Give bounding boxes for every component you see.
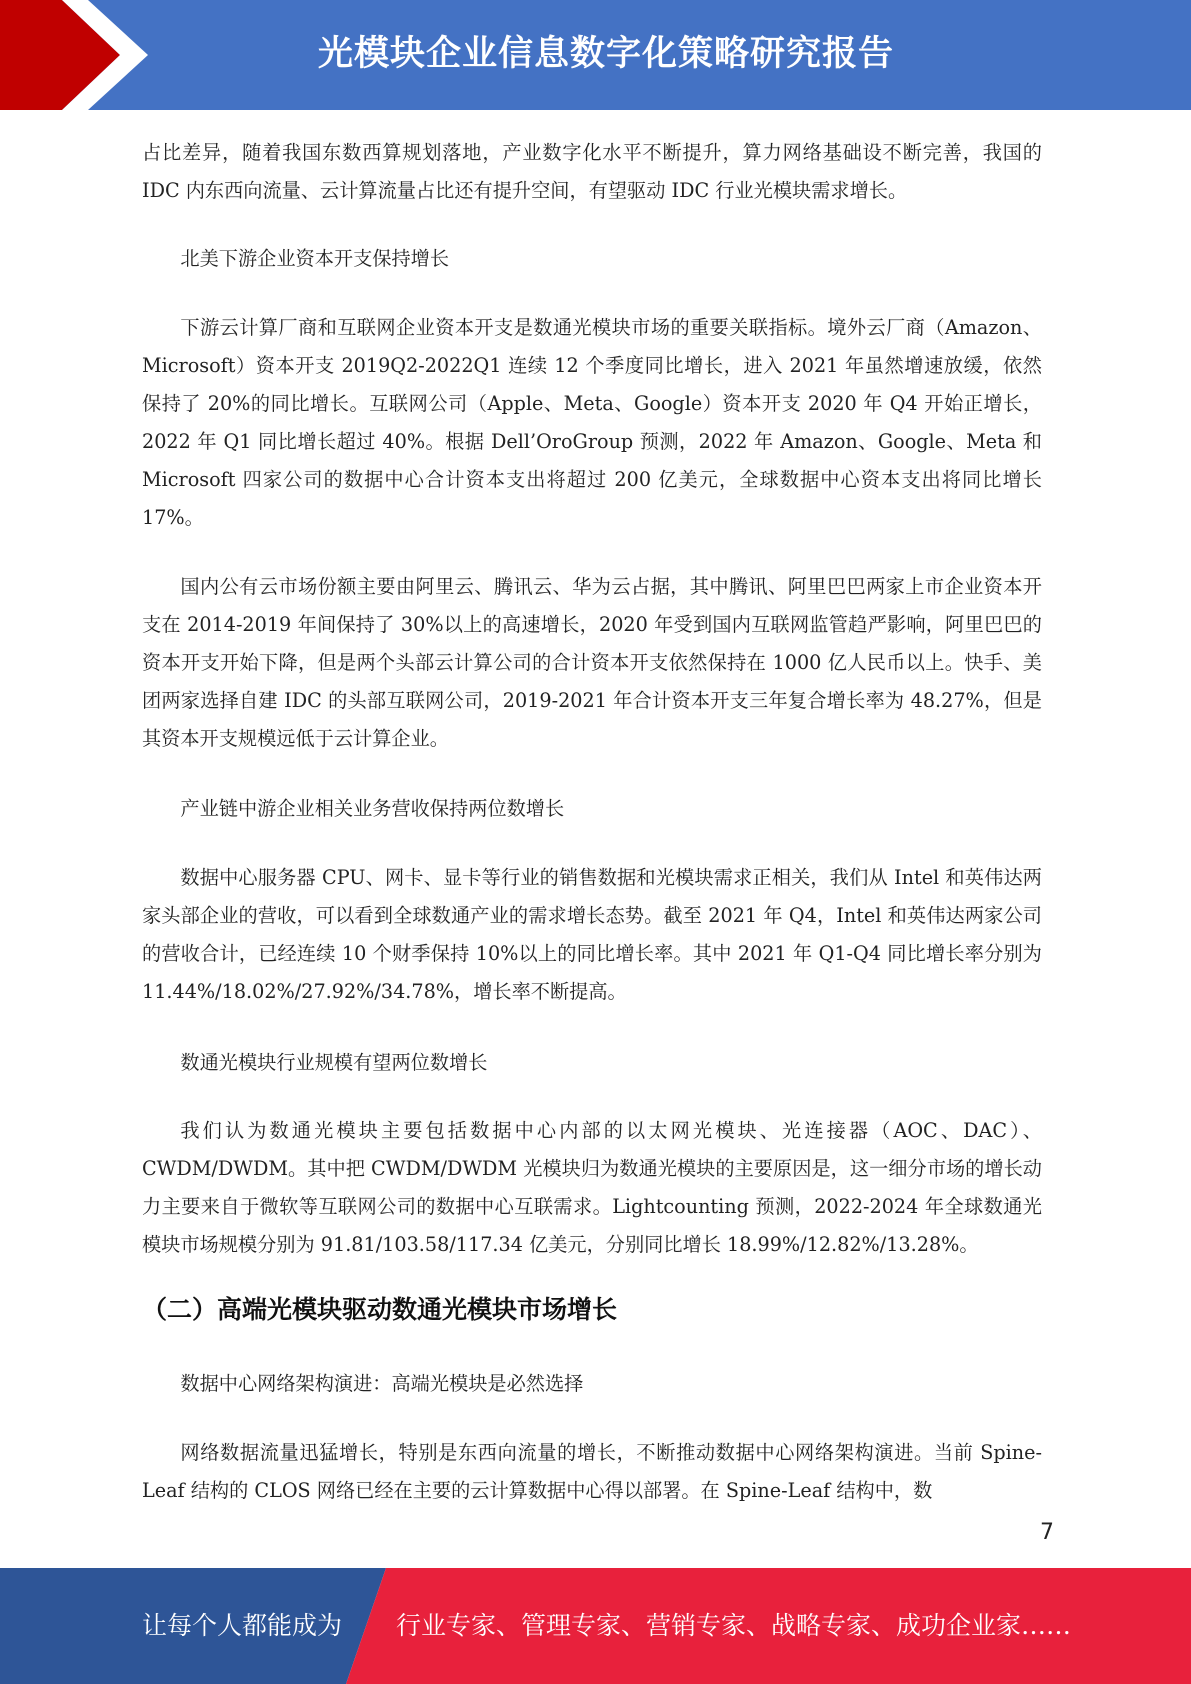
subheading: 数通光模块行业规模有望两位数增长 xyxy=(180,1051,488,1074)
page-footer xyxy=(0,1568,1191,1684)
page-header xyxy=(0,0,1191,110)
paragraph: 数据中心服务器 CPU、网卡、显卡等行业的销售数据和光模块需求正相关，我们从 Intel 和英伟达两家头部企业的营收，可以看到全球数通产业的需求增长态势。截至 2021 年 Q4，Intel 和英伟达两家公司的营收合计，已经连续 10 个财季保持 10%以上的同比增长率。其中 2021 年 Q1-Q4 同比增长率分别为 11.44%/18.02%/27.92%/34.78%，增长率不断提高。 xyxy=(142,866,1042,1003)
paragraph: 下游云计算厂商和互联网企业资本开支是数通光模块市场的重要关联指标。境外云厂商（Amazon、Microsoft）资本开支 2019Q2-2022Q1 连续 12 个季度同比增长，进入 2021 年虽然增速放缓，依然保持了 20%的同比增长。互联网公司（Apple、Meta、Google）资本开支 2020 年 Q4 开始正增长，2022 年 Q1 同比增长超过 40%。根据 Dell’OroGroup 预测，2022 年 Amazon、Google、Meta 和 Microsoft 四家公司的数据中心合计资本支出将超过 200 亿美元，全球数据中心资本支出将同比增长 17%。 xyxy=(142,316,1042,529)
paragraph: 网络数据流量迅猛增长，特别是东西向流量的增长，不断推动数据中心网络架构演进。当前 Spine-Leaf 结构的 CLOS 网络已经在主要的云计算数据中心得以部署。在 Spine-Leaf 结构中，数 xyxy=(142,1441,1042,1502)
subheading: 数据中心网络架构演进：高端光模块是必然选择 xyxy=(180,1372,584,1395)
report-title: 光模块企业信息数字化策略研究报告 xyxy=(318,34,895,74)
footer-slogan-left: 让每个人都能成为 xyxy=(142,1611,343,1640)
subheading: 产业链中游企业相关业务营收保持两位数增长 xyxy=(180,797,565,820)
section-heading: （二）高端光模块驱动数通光模块市场增长 xyxy=(142,1295,618,1324)
paragraph: 国内公有云市场份额主要由阿里云、腾讯云、华为云占据，其中腾讯、阿里巴巴两家上市企业资本开支在 2014-2019 年间保持了 30%以上的高速增长，2020 年受到国内互联网监管趋严影响，阿里巴巴的资本开支开始下降，但是两个头部云计算公司的合计资本开支依然保持在 1000 亿人民币以上。快手、美团两家选择自建 IDC 的头部互联网公司，2019-2021 年合计资本开支三年复合增长率为 48.27%，但是其资本开支规模远低于云计算企业。 xyxy=(142,575,1042,750)
subheading: 北美下游企业资本开支保持增长 xyxy=(180,247,450,270)
paragraph: 我们认为数通光模块主要包括数据中心内部的以太网光模块、光连接器（AOC、DAC）、CWDM/DWDM。其中把 CWDM/DWDM 光模块归为数通光模块的主要原因是，这一细分市场的增长动力主要来自于微软等互联网公司的数据中心互联需求。Lightcounting 预测，2022-2024 年全球数通光模块市场规模分别为 91.81/103.58/117.34 亿美元，分别同比增长 18.99%/12.82%/13.28%。 xyxy=(142,1119,1042,1256)
paragraph: 占比差异，随着我国东数西算规划落地，产业数字化水平不断提升，算力网络基础设不断完善，我国的 IDC 内东西向流量、云计算流量占比还有提升空间，有望驱动 IDC 行业光模块需求增长。 xyxy=(142,141,1042,202)
page-number: 7 xyxy=(1040,1520,1054,1545)
footer-slogan-right: 行业专家、管理专家、营销专家、战略专家、成功企业家…… xyxy=(396,1611,1072,1640)
